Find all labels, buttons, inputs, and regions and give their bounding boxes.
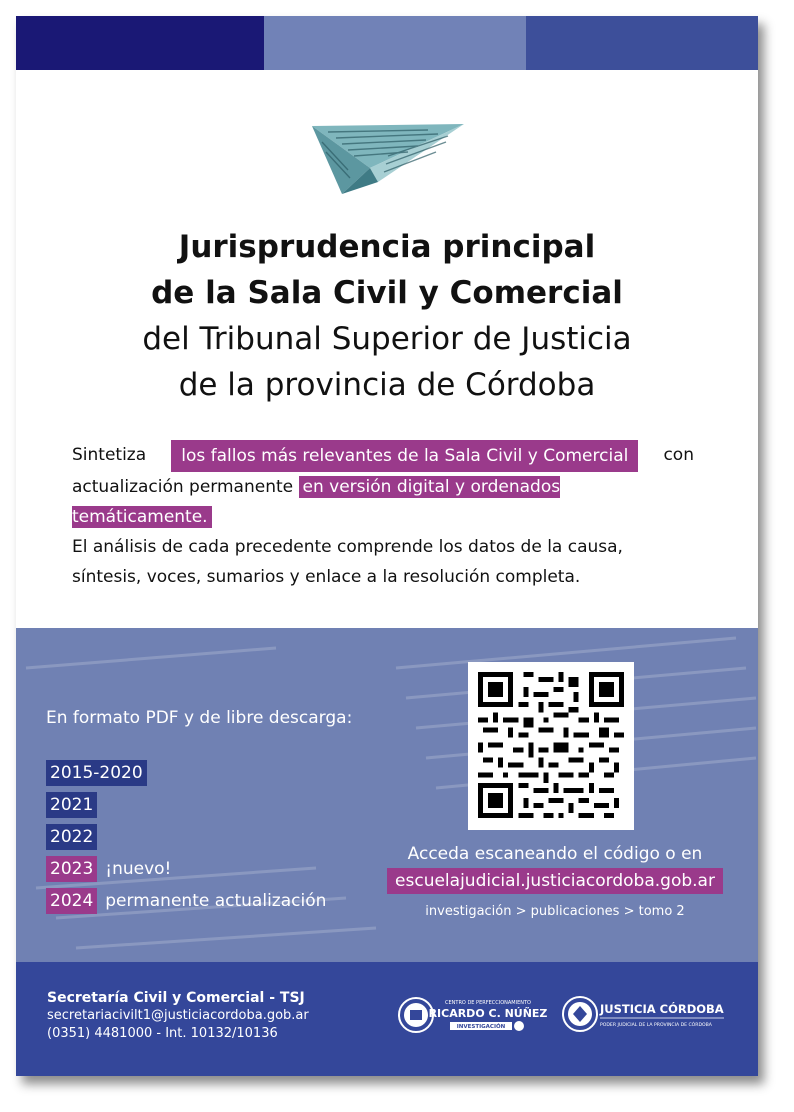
logo1-small-text: CENTRO DE PERFECCIONAMIENTO (445, 1000, 531, 1006)
footer-office-name: Secretaría Civil y Comercial - TSJ (47, 990, 305, 1006)
year-badge: 2023 (46, 856, 97, 882)
year-note: ¡nuevo! (105, 859, 172, 879)
title-line-4: de la provincia de Córdoba (178, 367, 596, 403)
download-item-2024[interactable] (46, 888, 326, 914)
download-item-2023[interactable] (46, 856, 171, 882)
top-bar-light-blue (264, 16, 526, 70)
intro-word-sintetiza: Sintetiza (72, 445, 147, 465)
title-line-1: Jurisprudencia principal (178, 229, 596, 265)
download-item-2015-2020[interactable] (46, 760, 147, 786)
footer (16, 962, 758, 1076)
url-wrapper (366, 868, 744, 894)
centro-perfeccionamiento-logo (398, 996, 548, 1034)
title-line-3: del Tribunal Superior de Justicia (142, 321, 632, 357)
logo2-name: JUSTICIA CÓRDOBA (600, 1002, 724, 1016)
analysis-paragraph: El análisis de cada precedente comprende los datos de la causa, síntesis, voces, sumarios y enlace a la resolución completa. (72, 537, 623, 587)
logo1-name: RICARDO C. NÚÑEZ (428, 1007, 548, 1020)
website-link[interactable]: escuelajudicial.justiciacordoba.gob.ar (387, 868, 723, 894)
year-badge: 2022 (46, 824, 97, 850)
footer-phone: (0351) 4481000 - Int. 10132/10136 (47, 1026, 278, 1041)
download-item-2022[interactable] (46, 824, 97, 850)
intro-paragraph (72, 440, 694, 532)
logo1-sub: INVESTIGACIÓN (456, 1024, 506, 1030)
intro-highlight-1: los fallos más relevantes de la Sala Civil y Comercial (171, 440, 638, 472)
intro-line-2-text: actualización permanente (72, 477, 294, 497)
top-bar-navy (16, 16, 264, 70)
navigation-path: investigación > publicaciones > tomo 2 (425, 904, 685, 919)
intro-word-con: con (663, 445, 694, 465)
qr-code-icon (478, 672, 624, 818)
poster-page (16, 16, 758, 1076)
intro-highlight-2: en versión digital y ordenados temáticamente. (72, 477, 561, 527)
footer-email[interactable]: secretariacivilt1@justiciacordoba.gob.ar (47, 1008, 309, 1023)
year-note: permanente actualización (105, 891, 327, 911)
year-badge: 2024 (46, 888, 97, 914)
year-badge: 2021 (46, 792, 97, 818)
year-badge: 2015-2020 (46, 760, 147, 786)
paper-plane-icon (308, 120, 468, 198)
download-label: En formato PDF y de libre descarga: (46, 708, 353, 728)
download-panel (16, 628, 758, 962)
qr-code[interactable] (468, 662, 634, 830)
access-text: Acceda escaneando el código o en (407, 844, 703, 864)
logo2-sub: PODER JUDICIAL DE LA PROVINCIA DE CÓRDOBA (600, 1023, 712, 1028)
title-line-2: de la Sala Civil y Comercial (151, 275, 623, 311)
download-item-2021[interactable] (46, 792, 97, 818)
justicia-cordoba-logo (562, 994, 727, 1034)
top-bar-blue (526, 16, 758, 70)
